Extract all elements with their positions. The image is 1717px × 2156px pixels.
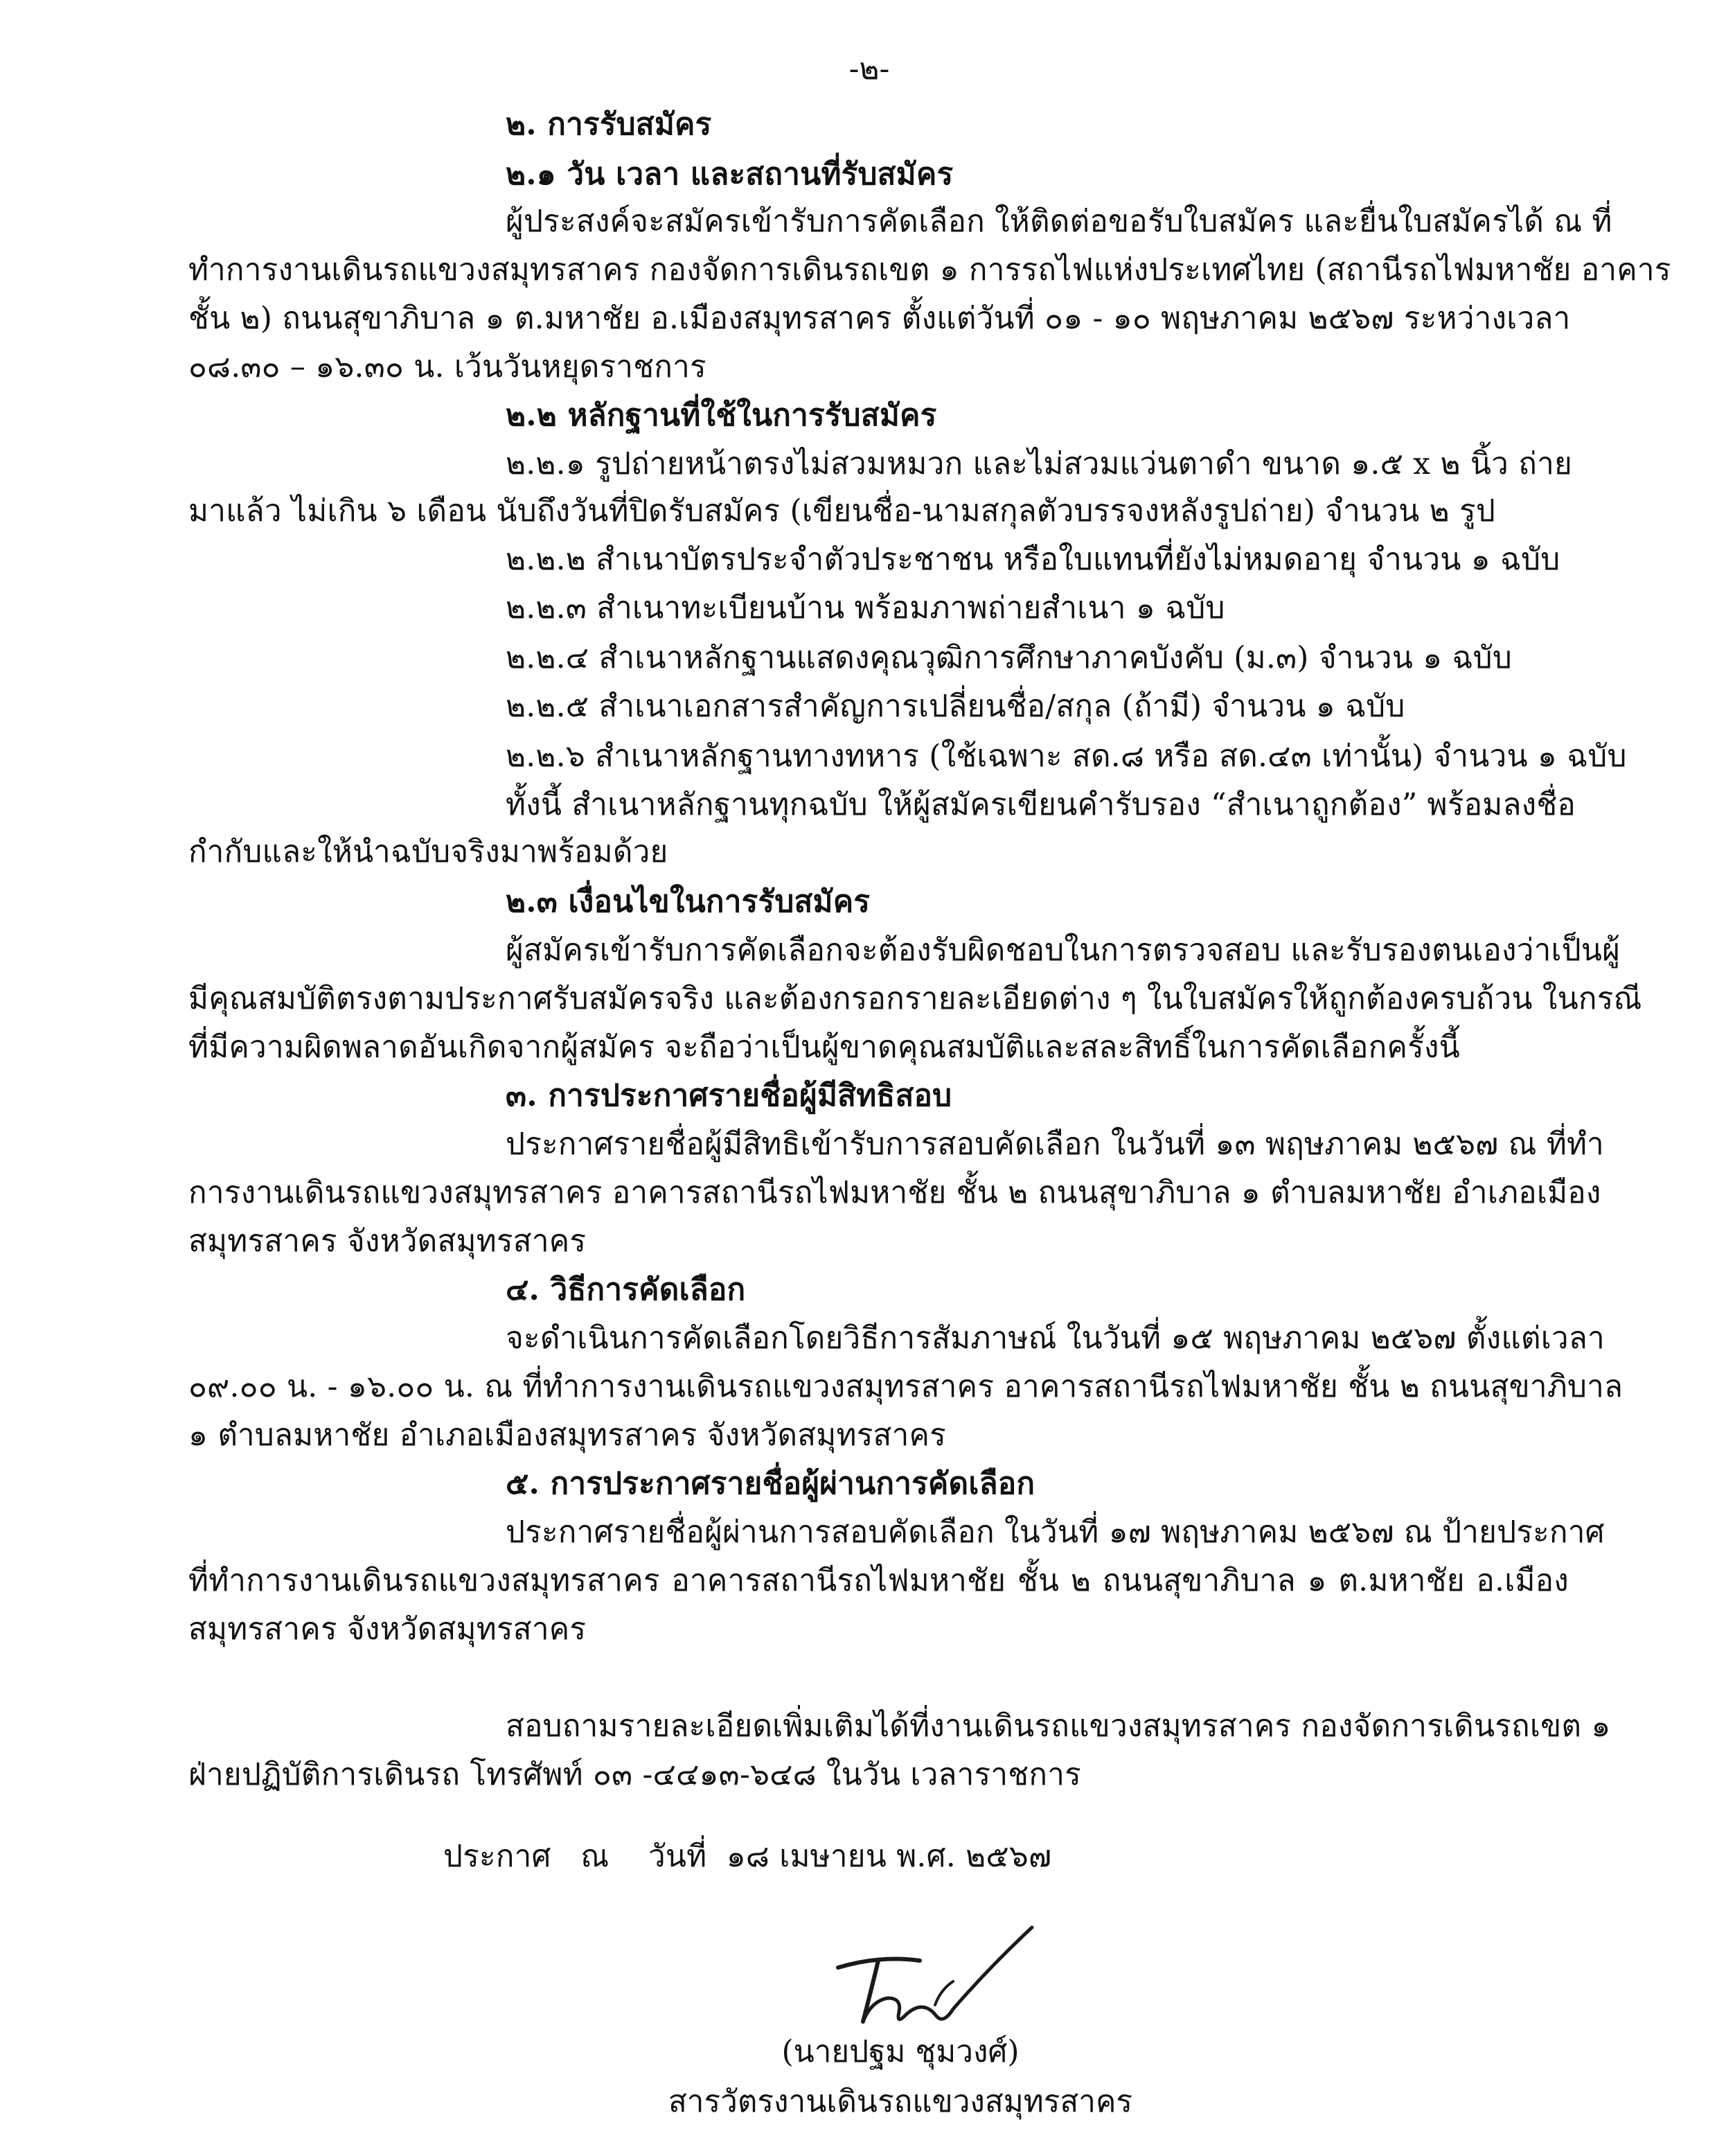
section-4-paragraph-line: จะดำเนินการคัดเลือกโดยวิธีการสัมภาษณ์ ในวันที่ ๑๕ พฤษภาคม ๒๕๖๗ ตั้งแต่เวลา — [506, 1320, 1605, 1356]
section-2-1-paragraph-line: ชั้น ๒) ถนนสุขาภิบาล ๑ ต.มหาชัย อ.เมืองสมุทรสาคร ตั้งแต่วันที่ ๐๑ - ๑๐ พฤษภาคม ๒๕๖๗ ระหว่างเวลา — [188, 301, 1571, 336]
section-3-heading: ๓. การประกาศรายชื่อผู้มีสิทธิสอบ — [506, 1078, 952, 1113]
section-3-paragraph-line: ประกาศรายชื่อผู้มีสิทธิเข้ารับการสอบคัดเลือก ในวันที่ ๑๓ พฤษภาคม ๒๕๖๗ ณ ที่ทำ — [506, 1126, 1604, 1162]
section-2-3-paragraph-line: ที่มีความผิดพลาดอันเกิดจากผู้สมัคร จะถือว่าเป็นผู้ขาดคุณสมบัติและสละสิทธิ์ในการคัดเลือกครั้งนี้ — [188, 1030, 1460, 1065]
section-5-paragraph-line: ที่ทำการงานเดินรถแขวงสมุทรสาคร อาคารสถานีรถไฟมหาชัย ชั้น ๒ ถนนสุขาภิบาล ๑ ต.มหาชัย อ.เมือง — [188, 1563, 1569, 1598]
section-2-1-heading: ๒.๑ วัน เวลา และสถานที่รับสมัคร — [506, 157, 954, 192]
section-4-paragraph-line: ๐๙.๐๐ น. - ๑๖.๐๐ น. ณ ที่ทำการงานเดินรถแขวงสมุทรสาคร อาคารสถานีรถไฟมหาชัย ชั้น ๒ ถนนสุขาภิบาล — [188, 1369, 1623, 1404]
section-5-heading: ๕. การประกาศรายชื่อผู้ผ่านการคัดเลือก — [506, 1466, 1035, 1501]
signature-icon — [797, 1912, 1060, 2037]
section-3-paragraph-line: สมุทรสาคร จังหวัดสมุทรสาคร — [188, 1223, 587, 1259]
page-number: -๒- — [848, 51, 890, 87]
section-2-2-note-line: กำกับและให้นำฉบับจริงมาพร้อมด้วย — [188, 834, 668, 869]
section-4-heading: ๔. วิธีการคัดเลือก — [506, 1272, 746, 1307]
section-4-paragraph-line: ๑ ตำบลมหาชัย อำเภอเมืองสมุทรสาคร จังหวัดสมุทรสาคร — [188, 1417, 946, 1453]
section-5-paragraph-line: ประกาศรายชื่อผู้ผ่านการสอบคัดเลือก ในวันที่ ๑๗ พฤษภาคม ๒๕๖๗ ณ ป้ายประกาศ — [506, 1514, 1605, 1550]
doc-item-2-2-4: ๒.๒.๔ สำเนาหลักฐานแสดงคุณวุฒิการศึกษาภาคบังคับ (ม.๓) จำนวน ๑ ฉบับ — [506, 640, 1512, 675]
section-2-1-paragraph-line: ทำการงานเดินรถแขวงสมุทรสาคร กองจัดการเดินรถเขต ๑ การรถไฟแห่งประเทศไทย (สถานีรถไฟมหาชัย อาคาร — [188, 252, 1671, 288]
inquiry-paragraph-line: สอบถามรายละเอียดเพิ่มเติมได้ที่งานเดินรถแขวงสมุทรสาคร กองจัดการเดินรถเขต ๑ — [506, 1708, 1611, 1744]
signatory-title: สารวัตรงานเดินรถแขวงสมุทรสาคร — [668, 2084, 1133, 2119]
section-2-heading: ๒. การรับสมัคร — [506, 107, 712, 142]
doc-item-2-2-1-line: ๒.๒.๑ รูปถ่ายหน้าตรงไม่สวมหมวก และไม่สวมแว่นตาดำ ขนาด ๑.๕ x ๒ นิ้ว ถ่าย — [506, 446, 1572, 481]
section-2-3-paragraph-line: ผู้สมัครเข้ารับการคัดเลือกจะต้องรับผิดชอบในการตรวจสอบ และรับรองตนเองว่าเป็นผู้ — [506, 933, 1621, 968]
section-2-3-paragraph-line: มีคุณสมบัติตรงตามประกาศรับสมัครจริง และต้องกรอกรายละเอียดต่าง ๆ ในใบสมัครให้ถูกต้องครบถ้วน ในกรณี — [188, 981, 1642, 1016]
section-2-2-heading: ๒.๒ หลักฐานที่ใช้ในการรับสมัคร — [506, 398, 937, 433]
announcement-date: ประกาศ ณ วันที่ ๑๘ เมษายน พ.ศ. ๒๕๖๗ — [443, 1839, 1052, 1874]
section-2-3-heading: ๒.๓ เงื่อนไขในการรับสมัคร — [506, 884, 871, 919]
section-5-paragraph-line: สมุทรสาคร จังหวัดสมุทรสาคร — [188, 1611, 587, 1647]
signatory-name: (นายปฐม ชุมวงศ์) — [781, 2034, 1020, 2069]
section-3-paragraph-line: การงานเดินรถแขวงสมุทรสาคร อาคารสถานีรถไฟมหาชัย ชั้น ๒ ถนนสุขาภิบาล ๑ ตำบลมหาชัย อำเภอเมือง — [188, 1175, 1601, 1210]
doc-item-2-2-3: ๒.๒.๓ สำเนาทะเบียนบ้าน พร้อมภาพถ่ายสำเนา ๑ ฉบับ — [506, 590, 1225, 626]
section-2-1-paragraph-line: ผู้ประสงค์จะสมัครเข้ารับการคัดเลือก ให้ติดต่อขอรับใบสมัคร และยื่นใบสมัครได้ ณ ที่ — [506, 204, 1612, 239]
section-2-1-paragraph-line: ๐๘.๓๐ – ๑๖.๓๐ น. เว้นวันหยุดราชการ — [188, 349, 706, 385]
section-2-2-note-line: ทั้งนี้ สำเนาหลักฐานทุกฉบับ ให้ผู้สมัครเขียนคำรับรอง “สำเนาถูกต้อง” พร้อมลงชื่อ — [506, 787, 1576, 822]
doc-item-2-2-1-line: มาแล้ว ไม่เกิน ๖ เดือน นับถึงวันที่ปิดรับสมัคร (เขียนชื่อ-นามสกุลตัวบรรจงหลังรูปถ่าย) จำนวน ๒ รูป — [188, 493, 1495, 529]
inquiry-paragraph-line: ฝ่ายปฏิบัติการเดินรถ โทรศัพท์ ๐๓ -๔๔๑๓-๖๔๘ ในวัน เวลาราชการ — [188, 1757, 1081, 1792]
doc-item-2-2-6: ๒.๒.๖ สำเนาหลักฐานทางทหาร (ใช้เฉพาะ สด.๘ หรือ สด.๔๓ เท่านั้น) จำนวน ๑ ฉบับ — [506, 739, 1627, 774]
doc-item-2-2-5: ๒.๒.๕ สำเนาเอกสารสำคัญการเปลี่ยนชื่อ/สกุล (ถ้ามี) จำนวน ๑ ฉบับ — [506, 689, 1405, 724]
doc-item-2-2-2: ๒.๒.๒ สำเนาบัตรประจำตัวประชาชน หรือใบแทนที่ยังไม่หมดอายุ จำนวน ๑ ฉบับ — [506, 542, 1560, 577]
